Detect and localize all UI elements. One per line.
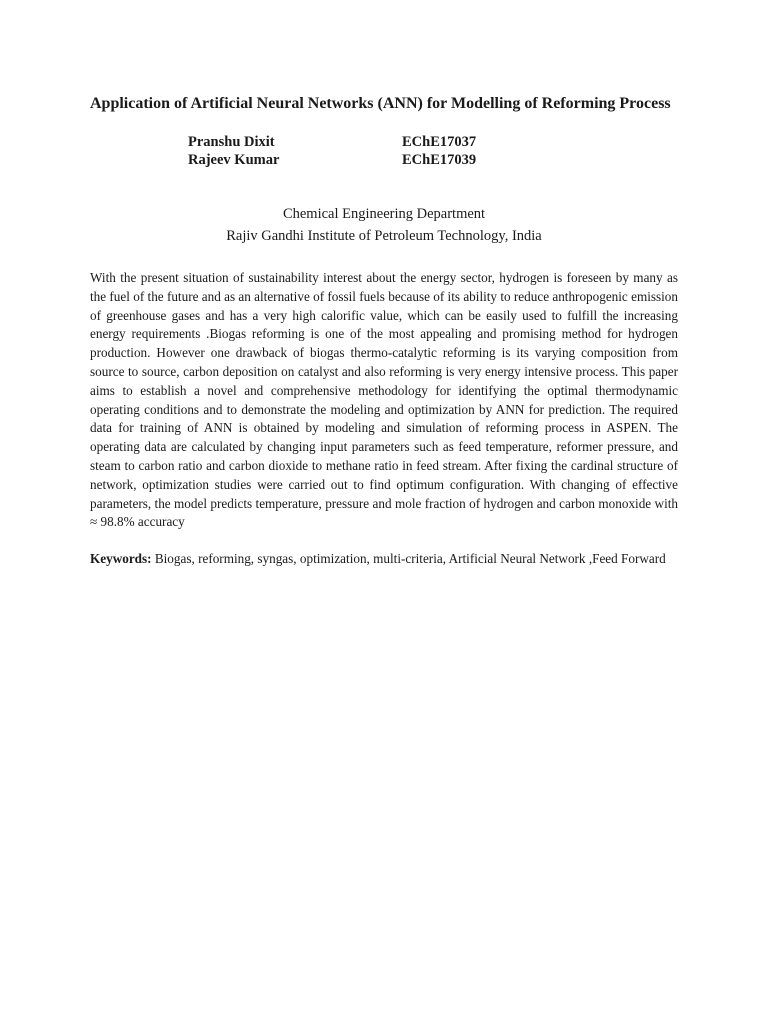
keywords-line	[90, 550, 678, 569]
author-name: Rajeev Kumar	[188, 152, 280, 168]
paper-page	[90, 92, 678, 582]
keywords-list: Biogas, reforming, syngas, optimization, multi-criteria, Artificial Neural Network ,Feed Forward	[154, 551, 666, 567]
institute: Rajiv Gandhi Institute of Petroleum Technology, India	[226, 228, 542, 244]
affiliation	[90, 203, 678, 247]
department: Chemical Engineering Department	[282, 206, 486, 222]
author-block	[90, 133, 678, 169]
paper-title: Application of Artificial Neural Networks (ANN) for Modelling of Reforming Process	[90, 95, 671, 112]
author-name: Pranshu Dixit	[188, 134, 275, 150]
abstract-text: With the present situation of sustainability interest about the energy sector, hydrogen is foreseen by many as the fuel of the future and as an alternative of fossil fuels because of its ability to reduce anthropogenic emission of greenhouse gases and has a very high calorific value, which can be easily used to fulfill the increasing energy requirements .Biogas reforming is one of the most appealing and promising method for hydrogen production. However one drawback of biogas thermo-catalytic reforming is its varying composition from source to source, carbon deposition on catalyst and also reforming is very energy intensive process. This paper aims to establish a novel and comprehensive methodology for identifying the optimal thermodynamic operating conditions and to demonstrate the modeling and optimization by ANN for prediction. The required data for training of ANN is obtained by modeling and simulation of reforming process in ASPEN. The operating data are calculated by changing input parameters such as feed temperature, reformer pressure, and steam to carbon ratio and carbon dioxide to methane ratio in feed stream. After fixing the cardinal structure of network, optimization studies were carried out to find optimum configuration. With changing of effective parameters, the model predicts temperature, pressure and mole fraction of hydrogen and carbon monoxide with ≈ 98.8% accuracy	[90, 270, 678, 530]
author-id: EChE17037	[402, 134, 477, 150]
author-row	[90, 151, 678, 169]
author-row	[90, 133, 678, 151]
author-id: EChE17039	[402, 152, 477, 168]
keywords-label: Keywords:	[90, 551, 152, 567]
